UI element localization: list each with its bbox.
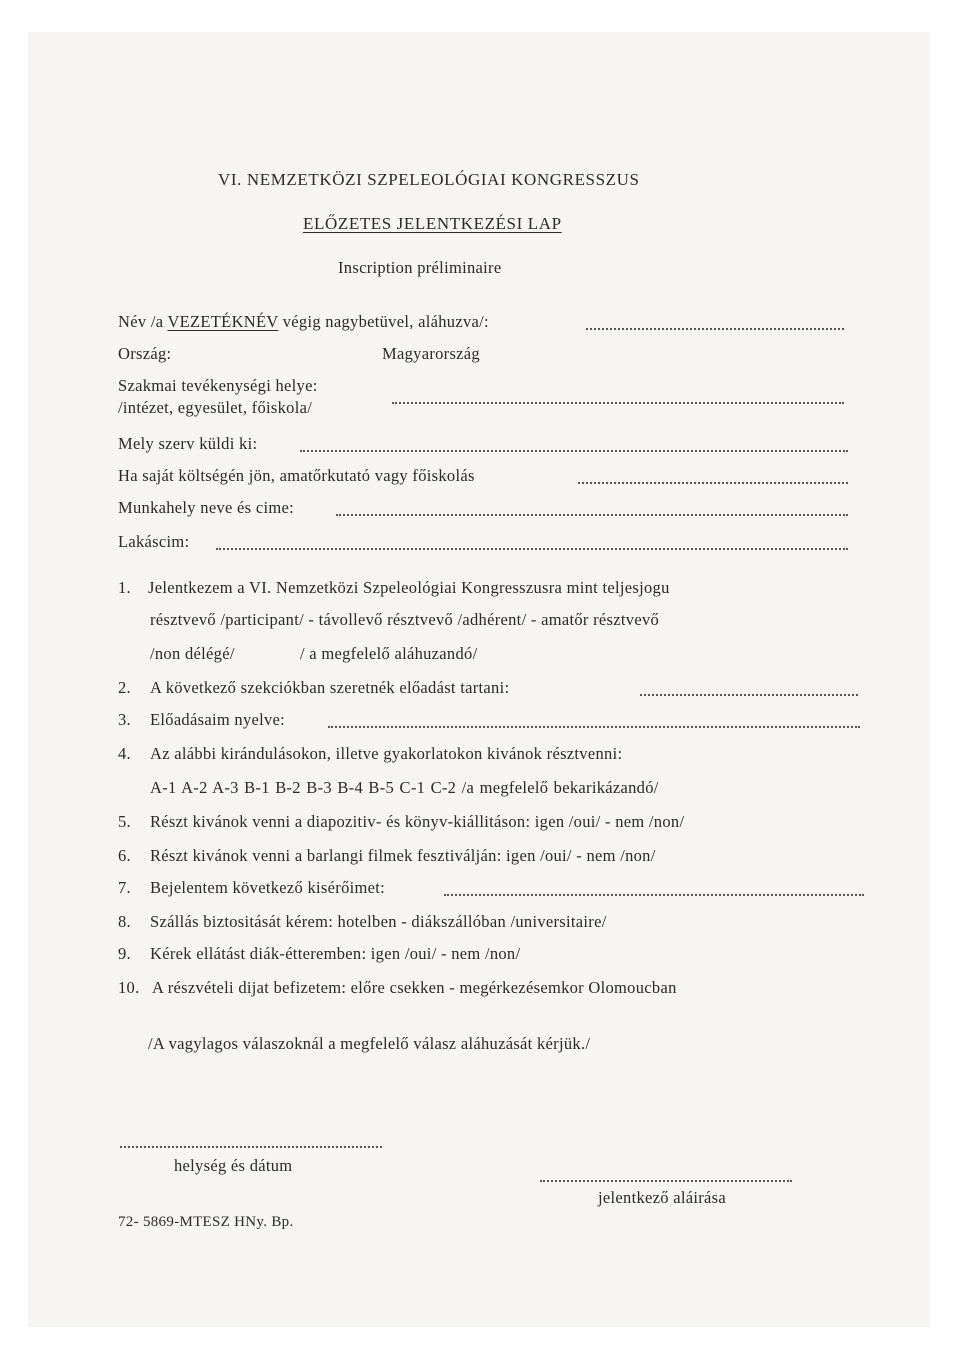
name-field[interactable] <box>586 328 844 330</box>
item-2-number: 2. <box>118 678 131 697</box>
own-cost-label: Ha saját költségén jön, amatőrkutató vagy főiskolás <box>118 466 475 485</box>
item-1-options[interactable]: résztvevő /participant/ - távollevő résztvevő /adhérent/ - amatőr résztvevő <box>150 610 660 629</box>
companions-field[interactable] <box>444 894 864 896</box>
own-cost-field[interactable] <box>578 482 848 484</box>
item-5-number: 5. <box>118 812 131 831</box>
item-7-text: Bejelentem következő kisérőimet: <box>150 878 386 897</box>
name-label: Név /a VEZETÉKNÉV végig nagybetüvel, aláhuzva/: <box>118 312 489 331</box>
item-3-number: 3. <box>118 710 131 729</box>
work-address-label: Munkahely neve és cime: <box>118 498 294 517</box>
item-10-text[interactable]: A részvételi dijat befizetem: előre csekken - megérkezésemkor Olomoucban <box>152 978 677 997</box>
sections-field[interactable] <box>640 694 858 696</box>
item-5-text[interactable]: Részt kivánok venni a diapozitiv- és könyv-kiállitáson: igen /oui/ - nem /non/ <box>150 812 685 831</box>
workplace-label: Szakmai tevékenységi helye: <box>118 376 318 395</box>
sender-field[interactable] <box>300 450 848 452</box>
item-9-number: 9. <box>118 944 131 963</box>
work-address-field[interactable] <box>336 514 848 516</box>
workplace-field[interactable] <box>392 402 844 404</box>
item-6-number: 6. <box>118 846 131 865</box>
form-subtitle: Inscription préliminaire <box>338 258 502 277</box>
form-title: ELŐZETES JELENTKEZÉSI LAP <box>303 214 562 233</box>
sender-label: Mely szerv küldi ki: <box>118 434 258 453</box>
item-9-text[interactable]: Kérek ellátást diák-étteremben: igen /oui/ - nem /non/ <box>150 944 521 963</box>
item-7-number: 7. <box>118 878 131 897</box>
country-label: Ország: <box>118 344 172 363</box>
language-field[interactable] <box>328 726 860 728</box>
item-10-number: 10. <box>118 978 140 997</box>
item-1-text: Jelentkezem a VI. Nemzetközi Szpeleológiai Kongresszusra mint teljesjogu <box>148 578 670 597</box>
item-4-number: 4. <box>118 744 131 763</box>
place-date-label: helység és dátum <box>174 1156 293 1175</box>
item-3-text: Előadásaim nyelve: <box>150 710 286 729</box>
excursion-options[interactable]: A-1 A-2 A-3 B-1 B-2 B-3 B-4 B-5 C-1 C-2 /a megfelelő bekarikázandó/ <box>150 778 659 797</box>
congress-title: VI. NEMZETKÖZI SZPELEOLÓGIAI KONGRESSZUS <box>218 170 640 189</box>
item-1-number: 1. <box>118 578 131 597</box>
country-value: Magyarország <box>382 344 480 363</box>
underline-note: /A vagylagos válaszoknál a megfelelő válasz aláhuzását kérjük./ <box>148 1034 591 1053</box>
item-1-option-non-delegue[interactable]: /non délégé/ <box>150 644 235 663</box>
home-address-label: Lakáscim: <box>118 532 190 551</box>
item-1-hint: / a megfelelő aláhuzandó/ <box>300 644 478 663</box>
item-8-text[interactable]: Szállás biztositását kérem: hotelben - diákszállóban /universitaire/ <box>150 912 607 931</box>
signature-label: jelentkező aláirása <box>598 1188 726 1207</box>
item-4-text: Az alábbi kirándulásokon, illetve gyakorlatokon kivánok résztvenni: <box>150 744 623 763</box>
workplace-sublabel: /intézet, egyesület, főiskola/ <box>118 398 313 417</box>
place-date-field[interactable] <box>120 1146 382 1148</box>
item-2-text: A következő szekciókban szeretnék előadást tartani: <box>150 678 510 697</box>
print-code: 72- 5869-MTESZ HNy. Bp. <box>118 1214 294 1230</box>
signature-field[interactable] <box>540 1180 792 1182</box>
item-6-text[interactable]: Részt kivánok venni a barlangi filmek fesztiválján: igen /oui/ - nem /non/ <box>150 846 656 865</box>
home-address-field[interactable] <box>216 548 848 550</box>
name-underlined: VEZETÉKNÉV <box>167 312 279 331</box>
item-8-number: 8. <box>118 912 131 931</box>
